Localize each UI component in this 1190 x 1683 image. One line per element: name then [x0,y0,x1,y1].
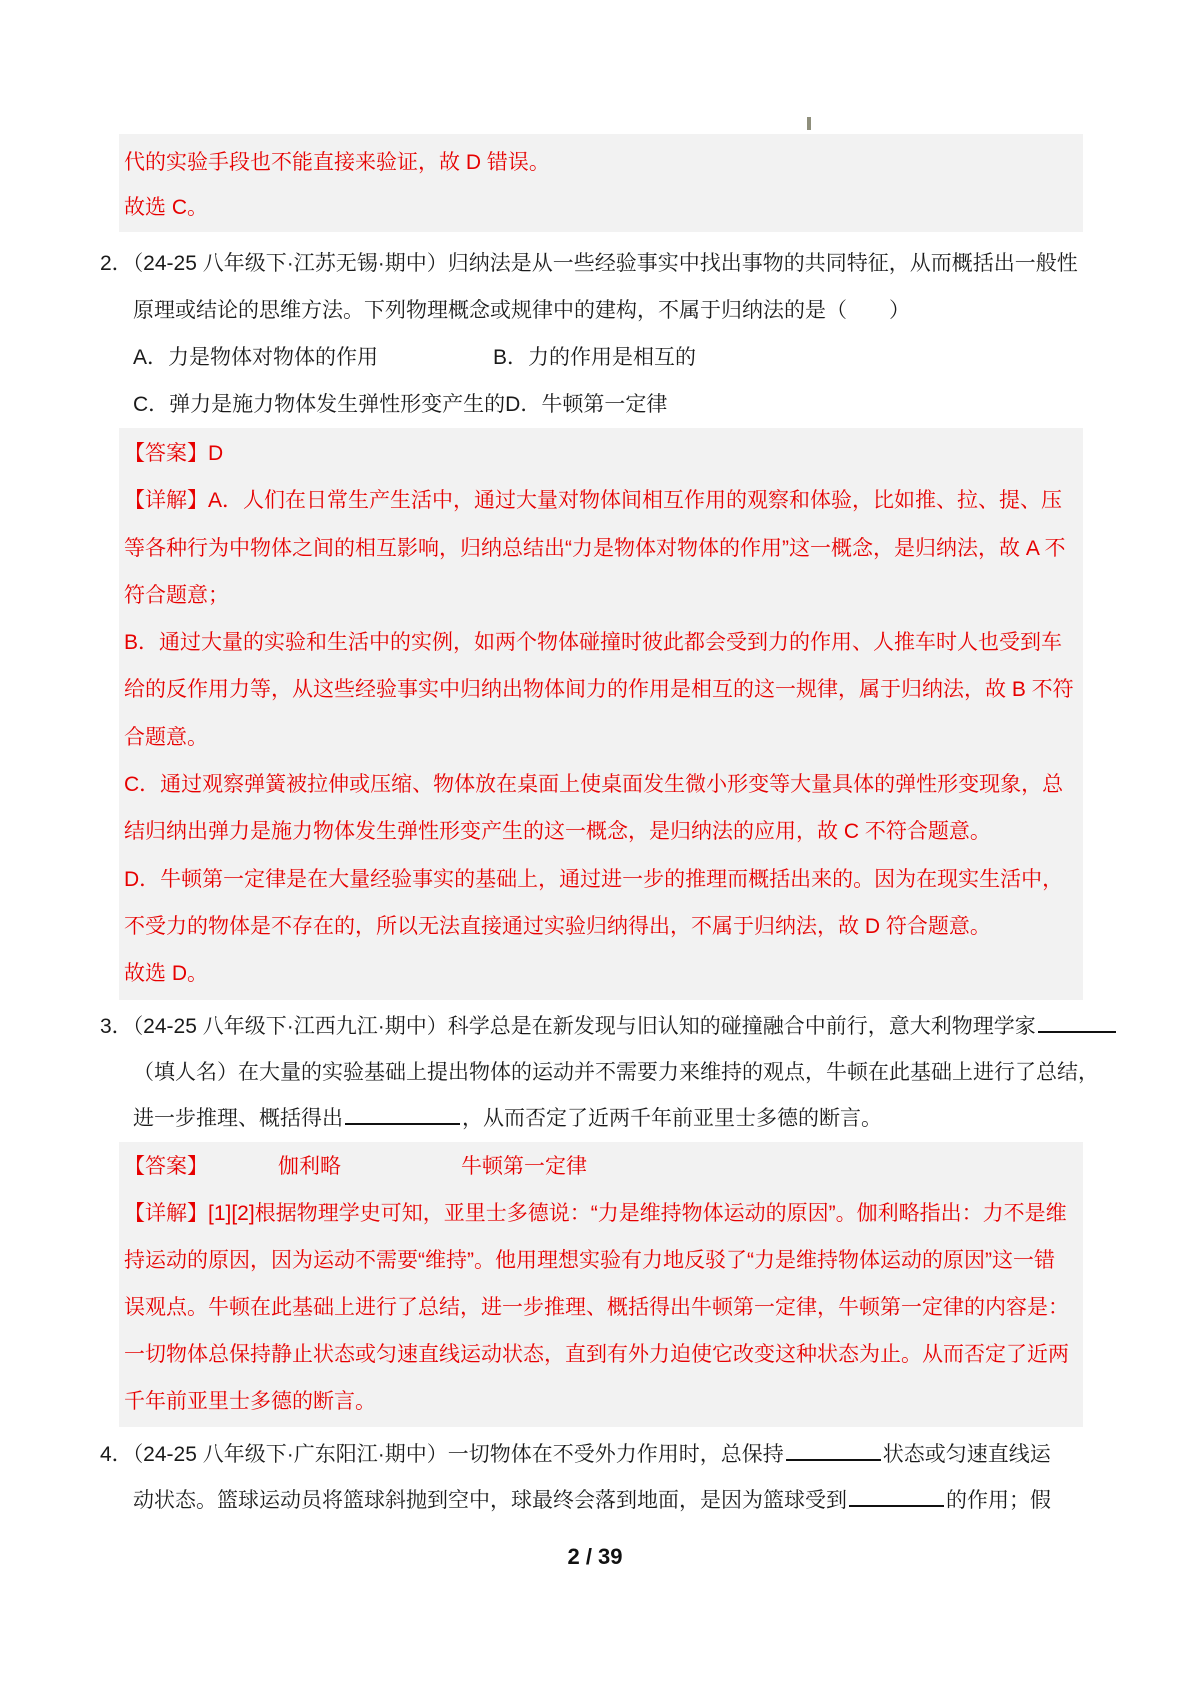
q3-answer-value-1: 伽利略 [278,1155,341,1178]
q3-analysis-line: 持运动的原因，因为运动不需要“维持”。他用理想实验有力地反驳了“力是维持物体运动的原因”这一错 [124,1249,1055,1272]
fill-in-blank [786,1443,881,1461]
q3-stem-text-1: （24-25 八年级下·江西九江·期中）科学总是在新发现与旧认知的碰撞融合中前行，意大利物理学家 [132,1015,1036,1038]
q3-answer-line [119,1143,1083,1190]
q3-answer-value-2: 牛顿第一定律 [461,1155,587,1178]
q4-stem-text-1-post: 状态或匀速直线运 [882,1443,1051,1466]
q1-answer-choice-line: 故选 C。 [124,196,208,219]
q2-analysis-line: 符合题意； [124,583,229,607]
q2-number: 2． [100,252,133,275]
q3-analysis-line: 千年前亚里士多德的断言。 [124,1390,376,1413]
q2-options-row-2 [100,381,1100,428]
q4-stem-line-1 [100,1432,1100,1478]
fill-in-blank [1038,1015,1116,1033]
q2-analysis-line: C．通过观察弹簧被拉伸或压缩、物体放在桌面上使桌面发生微小形变等大量具体的弹性形变现象，总 [124,773,1064,797]
q1-answer-box [119,134,1083,232]
q2-option-a: A．力是物体对物体的作用 [133,346,379,369]
q2-option-b: B．力的作用是相互的 [493,346,697,369]
q4-stem-text-2-pre: 动状态。篮球运动员将篮球斜抛到空中，球最终会落到地面，是因为篮球受到 [133,1489,847,1512]
q2-analysis-line: 给的反作用力等，从这些经验事实中归纳出物体间力的作用是相互的这一规律，属于归纳法，故 B 不符 [124,678,1074,702]
q2-analysis-line: D．牛顿第一定律是在大量经验事实的基础上，通过进一步的推理而概括出来的。因为在现实生活中， [124,867,1064,891]
q2-analysis-line: 等各种行为中物体之间的相互影响，归纳总结出“力是物体对物体的作用”这一概念，是归纳法，故 A 不 [124,536,1066,560]
q2-analysis-line: 合题意。 [124,725,208,749]
question-2 [100,240,1100,428]
q2-answer-line [119,430,1083,477]
q2-analysis-line: B．通过大量的实验和生活中的实例，如两个物体碰撞时彼此都会受到力的作用、人推车时人也受到车 [124,631,1063,655]
q4-stem-line-2 [100,1478,1100,1524]
q2-options-row-1 [100,334,1100,381]
q2-option-c: C．弹力是施力物体发生弹性形变产生的 [133,393,506,416]
q3-analysis-line: 一切物体总保持静止状态或匀速直线运动状态，直到有外力迫使它改变这种状态为止。从而否定了近两 [124,1343,1069,1366]
answer-label: 【答案】 [124,442,208,465]
q3-stem-text-3-post: ，从而否定了近两千年前亚里士多德的断言。 [462,1107,882,1130]
q3-stem-line-2: （填人名）在大量的实验基础上提出物体的运动并不需要力来维持的观点，牛顿在此基础上进行了总结， [133,1061,1099,1084]
fill-in-blank [345,1107,460,1125]
q3-analysis-line: 【详解】[1][2]根据物理学史可知，亚里士多德说：“力是维持物体运动的原因”。伽利略指出：力不是维 [124,1202,1067,1225]
page-number: 2 / 39 [567,1544,623,1569]
question-4 [100,1432,1100,1524]
q3-stem-line-1 [100,1004,1100,1050]
fill-in-blank [849,1489,944,1507]
q2-conclusion-line: 故选 D。 [124,962,208,986]
q2-analysis-line: 结归纳出弹力是施力物体发生弹性形变产生的这一概念，是归纳法的应用，故 C 不符合题意。 [124,820,991,844]
q2-analysis-line: 【详解】A．人们在日常生产生活中，通过大量对物体间相互作用的观察和体验，比如推、拉、提、压 [124,489,1063,513]
q2-answer-value: D [208,442,224,465]
q2-analysis-line: 不受力的物体是不存在的，所以无法直接通过实验归纳得出，不属于归纳法，故 D 符合题意。 [124,914,991,938]
question-3 [100,1004,1100,1142]
q4-number: 4． [100,1443,133,1466]
q3-stem-text-3-pre: 进一步推理、概括得出 [133,1107,343,1130]
q4-stem-text-1-pre: （24-25 八年级下·广东阳江·期中）一切物体在不受外力作用时，总保持 [132,1443,784,1466]
q3-analysis-line: 误观点。牛顿在此基础上进行了总结，进一步推理、概括得出牛顿第一定律，牛顿第一定律的内容是： [124,1296,1069,1319]
q2-stem-text-1: （24-25 八年级下·江苏无锡·期中）归纳法是从一些经验事实中找出事物的共同特征，从而概括出一般性 [132,252,1078,275]
q3-stem-line-3 [100,1096,1100,1142]
q2-answer-box [119,428,1083,1000]
q4-stem-text-2-post: 的作用；假 [946,1489,1051,1512]
q1-analysis-line: 代的实验手段也不能直接来验证，故 D 错误。 [124,151,550,174]
q2-stem-line-2: 原理或结论的思维方法。下列物理概念或规律中的建构，不属于归纳法的是（ ） [133,299,910,322]
q2-option-d: D．牛顿第一定律 [505,393,668,416]
q3-number: 3． [100,1015,133,1038]
q3-answer-box [119,1142,1083,1427]
text-cursor-mark [807,117,811,130]
q2-stem-line-1 [100,240,1100,287]
answer-label: 【答案】 [124,1155,208,1178]
